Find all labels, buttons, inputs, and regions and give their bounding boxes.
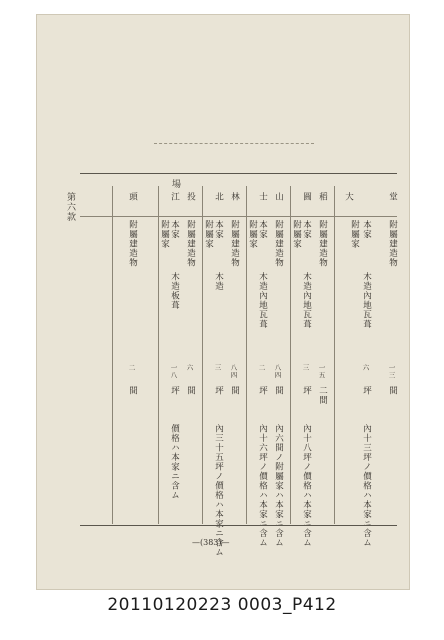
table-top-rule <box>80 173 397 174</box>
structure: 木造板葺 <box>169 272 180 310</box>
unit: 間 <box>127 386 138 396</box>
region-char: 士 <box>257 192 268 202</box>
region-char: 圓 <box>301 192 312 202</box>
unit: 坪 <box>257 386 268 396</box>
chapter-label: 第六款 <box>65 192 75 222</box>
column-divider <box>290 186 291 524</box>
building-type: 附屬建造物 <box>273 220 284 268</box>
structure: 木造內地瓦葺 <box>361 272 372 329</box>
column-divider <box>246 186 247 524</box>
region-char: 大 <box>343 192 354 202</box>
note: 內三十五坪ノ價格ハ本家ニ含ム <box>213 424 224 557</box>
column-divider <box>112 186 113 524</box>
unit: 坪 <box>213 386 224 396</box>
building-type: 附屬家 <box>247 220 258 249</box>
building-type: 附屬建造物 <box>229 220 240 268</box>
note: 內六間ノ附屬家ハ本家ニ含ム <box>273 424 284 548</box>
area-value: 三 <box>301 364 310 372</box>
region-char: 堂 <box>387 192 398 202</box>
area-value: 二 <box>257 364 266 372</box>
building-type: 本家 <box>257 220 268 239</box>
table-bottom-rule <box>80 525 397 526</box>
area-value: 六 <box>185 364 194 372</box>
building-type: 本家 <box>301 220 312 239</box>
note: 內十三坪ノ價格ハ本家ニ含ム <box>361 424 372 548</box>
area-value: 八四 <box>273 364 282 379</box>
building-type: 附屬家 <box>349 220 360 249</box>
region-char: 山 <box>273 192 284 202</box>
unit: 坪 <box>361 386 372 396</box>
unit: 坪 <box>301 386 312 396</box>
unit: 二間 <box>317 386 328 405</box>
column-divider <box>158 186 159 524</box>
region-char: 江 <box>169 192 180 202</box>
table-head-rule <box>80 216 397 217</box>
structure: 木造內地瓦葺 <box>257 272 268 329</box>
note: 價格ハ本家ニ含ム <box>169 424 180 500</box>
region-char: 頭 <box>127 192 138 202</box>
header-mark: 場 <box>172 180 182 190</box>
area-value: 八四 <box>229 364 238 379</box>
building-type: 附屬建造物 <box>387 220 398 268</box>
page-number: —(383)— <box>192 538 230 547</box>
area-value: 一八 <box>169 364 178 379</box>
unit: 坪 <box>169 386 180 396</box>
image-caption: 20110120223 0003_P412 <box>107 595 337 615</box>
building-type: 附屬家 <box>291 220 302 249</box>
building-type: 本家 <box>213 220 224 239</box>
building-type: 附屬家 <box>203 220 214 249</box>
region-char: 北 <box>213 192 224 202</box>
building-type: 附屬建造物 <box>317 220 328 268</box>
dashed-rule <box>154 143 314 144</box>
unit: 間 <box>185 386 196 396</box>
region-char: 稻 <box>317 192 328 202</box>
note: 內十六坪ノ價格ハ本家ニ含ム <box>257 424 268 548</box>
area-value: 二 <box>127 364 136 372</box>
unit: 間 <box>229 386 240 396</box>
building-type: 本家 <box>361 220 372 239</box>
region-char: 林 <box>229 192 240 202</box>
column-divider <box>334 186 335 524</box>
building-type: 附屬家 <box>159 220 170 249</box>
area-value: 一五 <box>317 364 326 379</box>
area-value: 三 <box>213 364 222 372</box>
unit: 間 <box>273 386 284 396</box>
structure: 木造 <box>213 272 224 291</box>
region-char: 投 <box>185 192 196 202</box>
structure: 木造內地瓦葺 <box>301 272 312 329</box>
building-type: 本家 <box>169 220 180 239</box>
area-value: 一三 <box>387 364 396 379</box>
column-divider <box>202 186 203 524</box>
building-type: 附屬建造物 <box>185 220 196 268</box>
unit: 間 <box>387 386 398 396</box>
note: 內十八坪ノ價格ハ本家ニ含ム <box>301 424 312 548</box>
document-page <box>36 14 410 590</box>
area-value: 六 <box>361 364 370 372</box>
building-type: 附屬建造物 <box>127 220 138 268</box>
